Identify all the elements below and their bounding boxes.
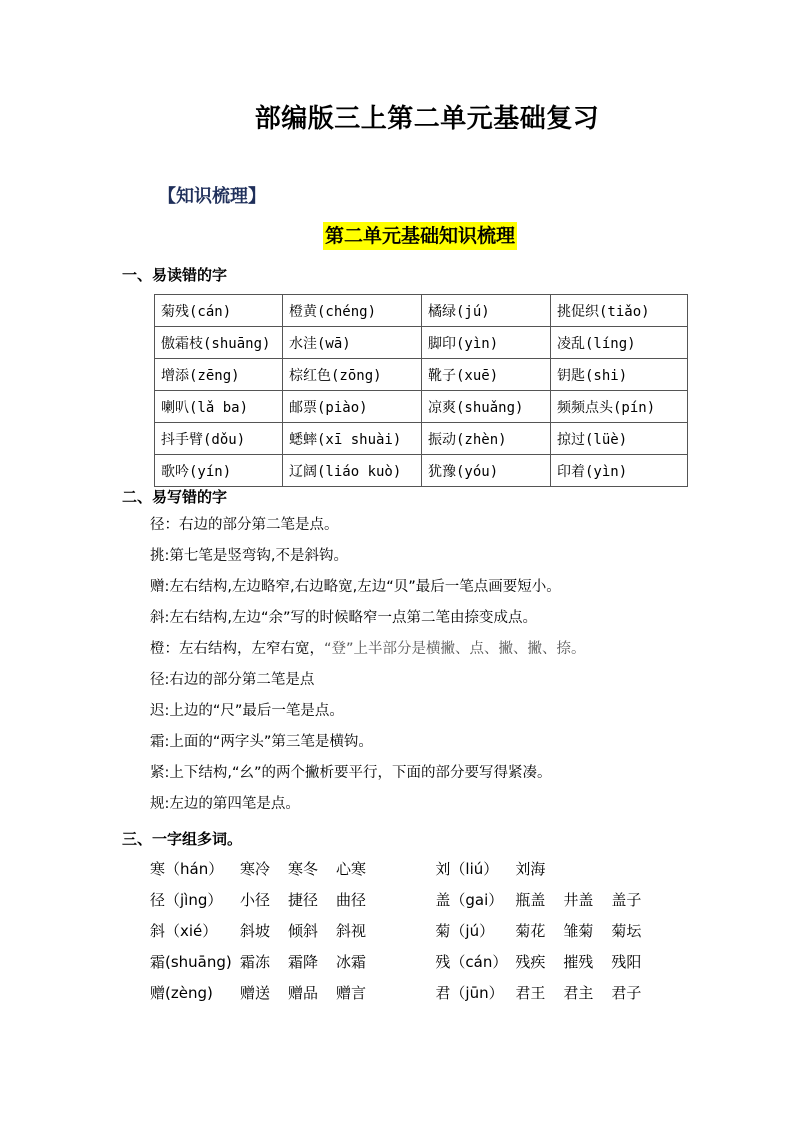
table-cell: 棕红色(zōng) [283, 359, 422, 391]
note-text: 径:右边的部分第二笔是点 [150, 672, 315, 688]
list-item [150, 545, 586, 576]
table-cell: 橙黄(chéng) [283, 295, 422, 327]
word-group-word: 井盖 [563, 891, 594, 909]
word-group [435, 889, 670, 920]
list-item [150, 762, 586, 793]
word-group-word: 小径 [240, 891, 271, 909]
table-cell: 橘绿(jú) [422, 295, 551, 327]
miswritten-notes-list [150, 514, 586, 824]
word-group-word [563, 858, 611, 889]
table-cell: 振动(zhèn) [422, 423, 551, 455]
table-row [155, 455, 688, 487]
word-group-word: 冰霜 [336, 953, 367, 971]
word-group-word: 菊坛 [611, 922, 642, 940]
section-heading-misread: 一、易读错的字 [122, 266, 228, 284]
word-group-word: 摧残 [563, 953, 594, 971]
section-tag: 【知识梳理】 [158, 186, 266, 207]
word-group-row [150, 982, 670, 1013]
subtitle-container [0, 222, 794, 250]
table-cell: 邮票(piào) [283, 391, 422, 423]
word-group-word: 菊花 [515, 922, 546, 940]
word-group-word: 残阳 [611, 953, 642, 971]
word-group-word: 盖子 [611, 891, 642, 909]
word-group-word: 寒冬 [288, 860, 319, 878]
table-cell: 水洼(wā) [283, 327, 422, 359]
word-group-word: 倾斜 [288, 922, 319, 940]
word-group-row [150, 858, 670, 889]
note-text-gray: “登”上半部分是横撇、点、撇、撇、捺。 [324, 641, 586, 657]
section-heading-word-groups: 三、一字组多词。 [122, 830, 243, 848]
table-cell: 傲霜枝(shuāng) [155, 327, 283, 359]
table-row [155, 423, 688, 455]
table-cell: 喇叭(lǎ ba) [155, 391, 283, 423]
word-group-char: 君（jūn） [435, 984, 504, 1002]
table-row [155, 327, 688, 359]
word-group-char: 斜（xié） [150, 922, 218, 940]
word-group-char: 残（cán） [435, 953, 508, 971]
table-cell: 凌乱(líng) [551, 327, 688, 359]
word-group-word: 斜视 [336, 922, 367, 940]
word-group-word: 捷径 [288, 891, 319, 909]
note-text: 斜:左右结构,左边“余”写的时候略窄一点第二笔由捺变成点。 [150, 610, 538, 626]
section-heading-miswritten: 二、易写错的字 [122, 488, 228, 506]
word-group [150, 889, 435, 920]
word-group-row [150, 951, 670, 982]
word-group-word: 君子 [611, 984, 642, 1002]
word-group-word: 曲径 [336, 891, 367, 909]
list-item [150, 607, 586, 638]
word-group-word: 心寒 [336, 860, 367, 878]
word-group [435, 951, 670, 982]
word-group-row [150, 889, 670, 920]
note-text: 橙：左右结构，左窄右宽， [150, 641, 324, 657]
table-cell: 犹豫(yóu) [422, 455, 551, 487]
word-group-word: 残疾 [515, 953, 546, 971]
word-group-word: 君主 [563, 984, 594, 1002]
word-group-word: 赠送 [240, 984, 271, 1002]
word-group-word: 瓶盖 [515, 891, 546, 909]
word-group-word: 雏菊 [563, 922, 594, 940]
word-group-char: 刘（liú） [435, 860, 499, 878]
note-text: 紧:上下结构,“幺”的两个撇析要平行，下面的部分要写得紧凑。 [150, 765, 552, 781]
word-group-word: 赠言 [336, 984, 367, 1002]
word-group [435, 858, 670, 889]
word-group-row [150, 920, 670, 951]
table-cell: 抖手臂(dǒu) [155, 423, 283, 455]
word-group-word: 赠品 [288, 984, 319, 1002]
word-group [150, 858, 435, 889]
misread-words-table [154, 294, 688, 487]
word-group-word: 君王 [515, 984, 546, 1002]
table-cell: 辽阔(liáo kuò) [283, 455, 422, 487]
list-item [150, 638, 586, 669]
table-cell: 歌吟(yín) [155, 455, 283, 487]
list-item [150, 669, 586, 700]
word-group-char: 寒（hán） [150, 860, 224, 878]
word-group-word: 斜坡 [240, 922, 271, 940]
word-group-word: 刘海 [515, 860, 546, 878]
note-text: 径：右边的部分第二笔是点。 [150, 517, 339, 533]
word-group-char: 霜(shuāng) [150, 953, 232, 971]
table-cell: 印着(yìn) [551, 455, 688, 487]
page-title: 部编版三上第二单元基础复习 [254, 104, 600, 134]
table-cell: 挑促织(tiǎo) [551, 295, 688, 327]
table-cell: 钥匙(shi) [551, 359, 688, 391]
highlighted-subtitle: 第二单元基础知识梳理 [323, 222, 517, 250]
word-group [150, 920, 435, 951]
word-group-char: 菊（jú） [435, 922, 495, 940]
word-group [435, 920, 670, 951]
note-text: 规:左边的第四笔是点。 [150, 796, 300, 812]
word-groups-list [150, 858, 670, 1013]
table-cell: 凉爽(shuǎng) [422, 391, 551, 423]
table-cell: 掠过(lüè) [551, 423, 688, 455]
table-cell: 靴子(xuē) [422, 359, 551, 391]
word-group-word [611, 858, 659, 889]
table-cell: 增添(zēng) [155, 359, 283, 391]
word-group [435, 982, 670, 1013]
note-text: 迟:上边的“尺”最后一笔是点。 [150, 703, 344, 719]
word-group-char: 盖（gai） [435, 891, 504, 909]
word-group [150, 982, 435, 1013]
note-text: 霜:上面的“两字头”第三笔是横钩。 [150, 734, 373, 750]
list-item [150, 576, 586, 607]
word-group [150, 951, 435, 982]
table-row [155, 359, 688, 391]
list-item [150, 514, 586, 545]
table-cell: 蟋蟀(xī shuài) [283, 423, 422, 455]
word-group-word: 寒冷 [240, 860, 271, 878]
list-item [150, 793, 586, 824]
note-text: 赠:左右结构,左边略窄,右边略宽,左边“贝”最后一笔点画要短小。 [150, 579, 561, 595]
table-cell: 菊残(cán) [155, 295, 283, 327]
table-cell: 脚印(yìn) [422, 327, 551, 359]
list-item [150, 700, 586, 731]
table-row [155, 295, 688, 327]
word-group-char: 赠(zèng) [150, 984, 213, 1002]
note-text: 挑:第七笔是竖弯钩,不是斜钩。 [150, 548, 348, 564]
word-group-word: 霜冻 [240, 953, 271, 971]
word-group-char: 径（jìng） [150, 891, 223, 909]
word-group-word: 霜降 [288, 953, 319, 971]
list-item [150, 731, 586, 762]
table-cell: 频频点头(pín) [551, 391, 688, 423]
table-row [155, 391, 688, 423]
